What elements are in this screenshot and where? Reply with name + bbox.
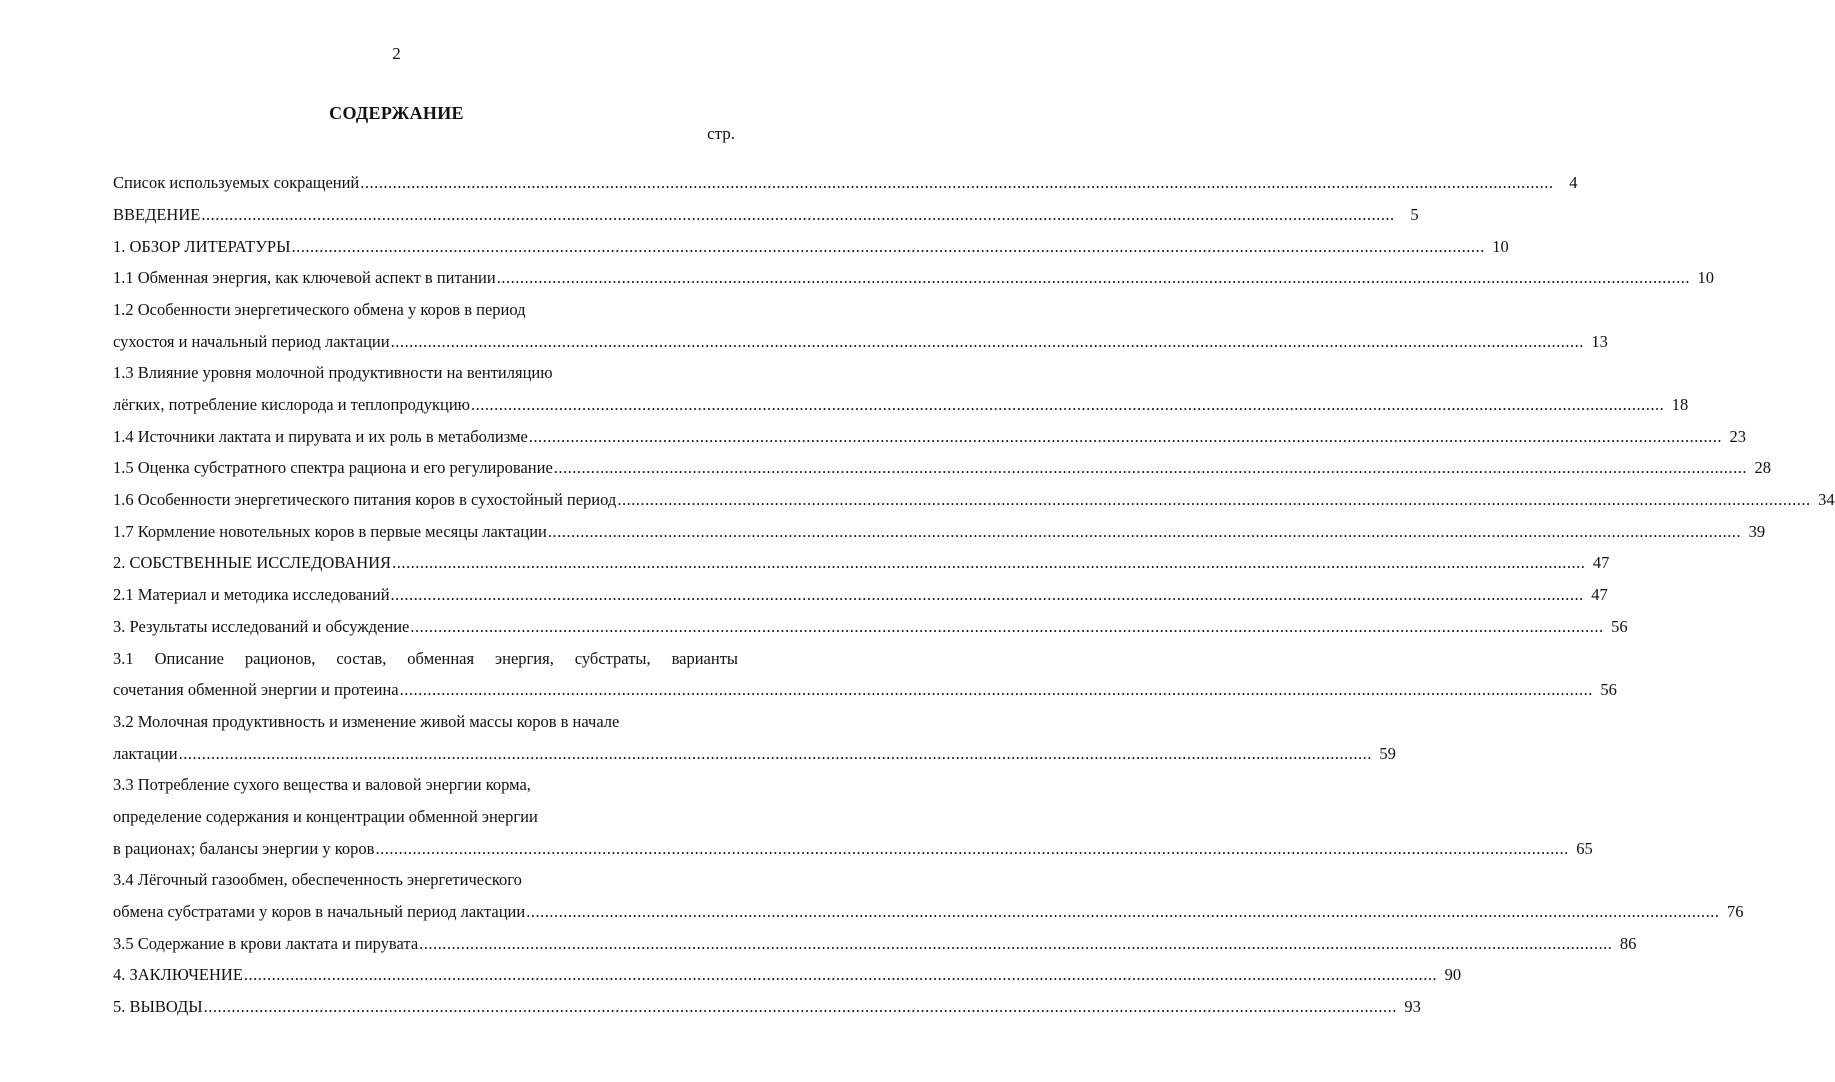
dot-leader <box>497 270 1690 287</box>
dot-leader <box>244 967 1437 984</box>
toc-entry-text: 1.4 Источники лактата и пирувата и их роль в метаболизме <box>113 426 528 446</box>
dot-leader <box>617 492 1810 509</box>
toc-entry-line <box>113 857 738 889</box>
toc-entry-line <box>113 794 738 826</box>
toc-page-number: 90 <box>1444 965 1462 985</box>
toc-entry-last-line <box>113 255 1714 288</box>
toc-entry-text: 2.1 Материал и методика исследований <box>113 585 390 605</box>
dot-leader <box>548 524 1741 541</box>
toc-entry <box>113 255 1714 288</box>
toc-entry <box>113 952 1462 985</box>
toc-entry-text: обмена субстратами у коров в начальный период лактации <box>113 902 526 921</box>
toc-page-number: 56 <box>1611 616 1628 636</box>
toc-entry-last-line <box>113 825 1593 858</box>
toc-page-number: 4 <box>1569 173 1578 193</box>
toc-entry <box>113 445 1772 478</box>
toc-entry-text: 3.3 Потребление сухого вещества и валовой энергии корма, <box>113 775 531 795</box>
toc-entry <box>113 540 1610 573</box>
page-title: СОДЕРЖАНИЕ <box>329 103 464 123</box>
toc-entry-last-line <box>113 223 1509 256</box>
toc-entry-last-line <box>113 540 1610 573</box>
toc-entry-line <box>113 350 738 382</box>
toc-entry-text: сухостоя и начальный период лактации <box>113 331 390 351</box>
toc-page-number: 10 <box>1492 236 1509 256</box>
toc-entry-last-line <box>113 382 1689 414</box>
toc-page-number: 13 <box>1591 331 1608 351</box>
toc-page-number: 76 <box>1726 902 1744 921</box>
toc-entry-text: 1.3 Влияние уровня молочной продуктивности на вентиляцию <box>113 363 553 383</box>
toc-entry-last-line <box>113 730 1396 763</box>
dot-leader <box>419 936 1612 953</box>
toc-entry-text: определение содержания и концентрации обменной энергии <box>113 806 538 826</box>
toc-entry-text: 3.4 Лёгочный газообмен, обеспеченность энергетического <box>113 870 522 890</box>
dot-leader <box>204 999 1397 1016</box>
dot-leader <box>554 460 1747 477</box>
toc-entry <box>113 857 1744 921</box>
dot-leader <box>292 239 1485 256</box>
toc-entry-text: 4. ЗАКЛЮЧЕНИЕ <box>113 965 243 985</box>
toc-page-number: 93 <box>1404 997 1421 1017</box>
toc-entry <box>113 921 1637 953</box>
toc-entry <box>113 350 1689 414</box>
toc-entry <box>113 192 1419 224</box>
toc-entry-text: 3.5 Содержание в крови лактата и пирувата <box>113 933 419 953</box>
toc-entry-text: 3.1 Описание рационов, состав, обменная энергия, субстраты, варианты <box>113 648 738 668</box>
toc-entry-last-line <box>113 509 1766 541</box>
toc-entry-last-line <box>113 952 1462 985</box>
toc-entry-line <box>113 762 738 794</box>
toc-page-number: 47 <box>1592 553 1610 573</box>
toc-entry-last-line <box>113 477 1835 510</box>
toc-entry-line <box>113 699 738 731</box>
toc-page-number: 28 <box>1754 458 1772 478</box>
toc-entry-last-line <box>113 572 1608 605</box>
dot-leader <box>392 555 1585 572</box>
toc-page-number: 65 <box>1576 838 1593 858</box>
dot-leader <box>410 619 1603 636</box>
toc-entry <box>113 984 1421 1017</box>
toc-page-number: 34 <box>1818 490 1835 510</box>
toc-entry-last-line <box>113 604 1628 636</box>
toc-entry-last-line <box>113 921 1637 953</box>
toc-entry <box>113 160 1578 193</box>
toc-entry <box>113 477 1835 510</box>
toc-entry-text: Список используемых сокращений <box>113 173 360 193</box>
toc-page-number: 59 <box>1379 743 1396 763</box>
toc-page-number: 86 <box>1619 933 1637 953</box>
page-column-label: стр. <box>707 124 735 143</box>
dot-leader <box>529 429 1722 446</box>
toc-entry-last-line <box>113 192 1419 224</box>
toc-entry-text: 3. Результаты исследований и обсуждение <box>113 616 410 636</box>
toc-entry-last-line <box>113 318 1608 351</box>
toc-page-number: 47 <box>1591 585 1608 605</box>
toc-entry <box>113 762 1593 858</box>
toc-entry-text: ВВЕДЕНИЕ <box>113 204 201 224</box>
toc-page-number: 18 <box>1671 395 1689 414</box>
dot-leader <box>201 207 1394 224</box>
toc-entry-text: сочетания обменной энергии и протеина <box>113 680 399 700</box>
toc-entry-text: 1. ОБЗОР ЛИТЕРАТУРЫ <box>113 236 291 256</box>
toc-entry-line <box>113 287 738 319</box>
toc-page-number: 10 <box>1697 268 1714 288</box>
toc-entry-text: 5. ВЫВОДЫ <box>113 997 203 1017</box>
toc-entry-text: 1.7 Кормление новотельных коров в первые месяцы лактации <box>113 521 547 541</box>
toc-entry-text: лактации <box>113 743 178 763</box>
dot-leader <box>400 682 1593 699</box>
dot-leader <box>391 587 1584 604</box>
toc-entry <box>113 635 1617 700</box>
dot-leader <box>526 904 1719 921</box>
toc-entry-text: лёгких, потребление кислорода и теплопродукцию <box>113 395 470 414</box>
toc-page-number: 23 <box>1729 426 1747 446</box>
dot-leader <box>360 175 1553 192</box>
toc-page-number: 39 <box>1748 521 1766 541</box>
toc-entry <box>113 287 1608 351</box>
toc-entry-last-line <box>113 984 1421 1017</box>
toc-entry-text: 1.5 Оценка субстратного спектра рациона и его регулирование <box>113 458 553 478</box>
page-number: 2 <box>392 44 401 63</box>
toc-entry-last-line <box>113 445 1772 478</box>
toc-entry-last-line <box>113 667 1617 700</box>
table-of-contents <box>113 160 1835 1017</box>
toc-entry-last-line <box>113 160 1578 193</box>
toc-page-number: 5 <box>1410 204 1419 224</box>
toc-entry-line <box>113 635 738 667</box>
toc-entry-text: 1.6 Особенности энергетического питания коров в сухостойный период <box>113 490 617 510</box>
toc-entry <box>113 414 1747 446</box>
toc-entry-text: в рационах; балансы энергии у коров <box>113 838 375 858</box>
toc-page-number: 56 <box>1600 680 1617 700</box>
dot-leader <box>179 746 1372 763</box>
toc-entry-text: 3.2 Молочная продуктивность и изменение живой массы коров в начале <box>113 711 620 731</box>
toc-entry <box>113 509 1766 541</box>
toc-entry-last-line <box>113 414 1747 446</box>
dot-leader <box>375 841 1568 858</box>
toc-entry-text: 1.2 Особенности энергетического обмена у коров в период <box>113 299 526 319</box>
dot-leader <box>471 397 1664 414</box>
toc-entry <box>113 223 1509 256</box>
toc-entry <box>113 699 1396 763</box>
toc-entry <box>113 572 1608 605</box>
toc-entry <box>113 604 1628 636</box>
dot-leader <box>391 334 1584 351</box>
toc-entry-last-line <box>113 889 1744 921</box>
toc-entry-text: 2. СОБСТВЕННЫЕ ИССЛЕДОВАНИЯ <box>113 553 392 573</box>
toc-entry-text: 1.1 Обменная энергия, как ключевой аспект в питании <box>113 268 496 288</box>
